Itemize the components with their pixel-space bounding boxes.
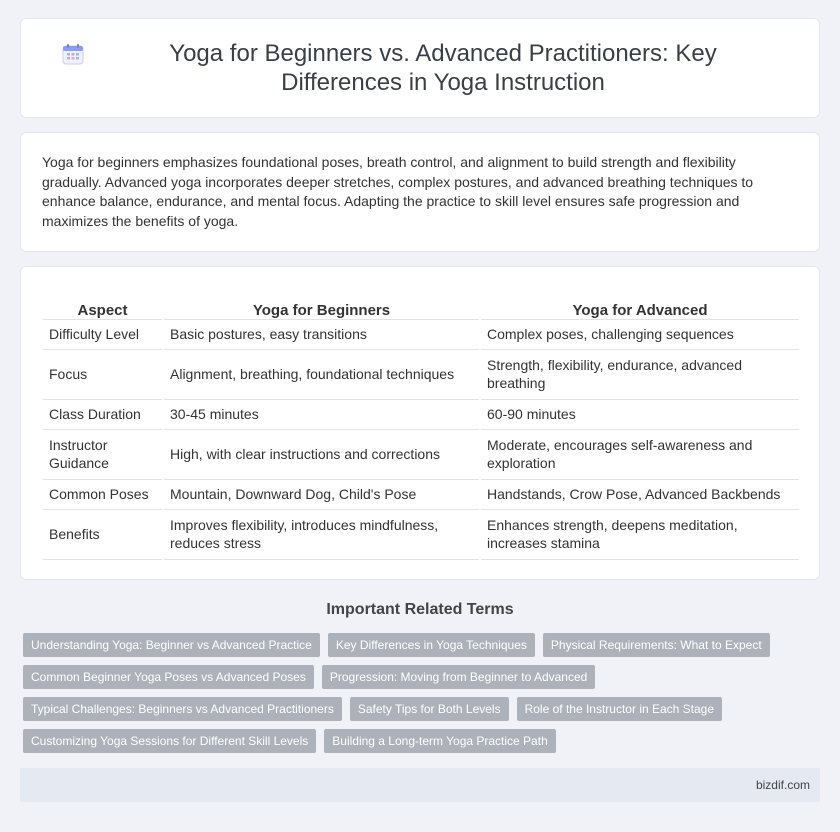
table-row [43, 349, 799, 399]
header-card [20, 18, 820, 118]
column-header-advanced: Yoga for Advanced [480, 295, 799, 319]
table-row [43, 319, 799, 349]
table-cell-beginners: Improves flexibility, introduces mindfulness, reduces stress [163, 509, 480, 559]
header [21, 19, 819, 117]
table-cell-beginners: 30-45 minutes [163, 399, 480, 429]
table-cell-beginners: Basic postures, easy transitions [163, 319, 480, 349]
related-terms-heading: Important Related Terms [326, 601, 514, 618]
related-term-tag[interactable]: Customizing Yoga Sessions for Different Skill Levels [23, 729, 316, 753]
table-cell-aspect: Instructor Guidance [43, 429, 163, 479]
related-terms-list [23, 633, 813, 753]
intro-paragraph: Yoga for beginners emphasizes foundational poses, breath control, and alignment to build strength and flexibility gradually. Advanced yoga incorporates deeper stretches, complex postures, and advanced breathing techniques to enhance balance, endurance, and mental focus. Adapting the practice to skill level ensures safe progression and maximizes the benefits of yoga. [42, 154, 754, 229]
table-cell-advanced: 60-90 minutes [480, 399, 799, 429]
comparison-table-card [20, 266, 820, 580]
related-term-tag[interactable]: Typical Challenges: Beginners vs Advanced Practitioners [23, 697, 342, 721]
related-term-tag[interactable]: Understanding Yoga: Beginner vs Advanced Practice [23, 633, 320, 657]
table-cell-advanced: Moderate, encourages self-awareness and exploration [480, 429, 799, 479]
footer-brand: bizdif.com [755, 778, 810, 792]
table-cell-aspect: Focus [43, 349, 163, 399]
table-cell-aspect: Difficulty Level [43, 319, 163, 349]
table-row [43, 429, 799, 479]
column-header-beginners: Yoga for Beginners [163, 295, 480, 319]
table-cell-advanced: Enhances strength, deepens meditation, increases stamina [480, 509, 799, 559]
table-cell-beginners: Alignment, breathing, foundational techniques [163, 349, 480, 399]
table-cell-advanced: Handstands, Crow Pose, Advanced Backbends [480, 479, 799, 509]
intro-card [20, 132, 820, 252]
page-title: Yoga for Beginners vs. Advanced Practitioners: Key Differences in Yoga Instruction [169, 40, 717, 96]
comparison-table [43, 295, 799, 560]
footer [20, 768, 820, 802]
related-term-tag[interactable]: Role of the Instructor in Each Stage [517, 697, 722, 721]
table-cell-aspect: Benefits [43, 509, 163, 559]
related-term-tag[interactable]: Common Beginner Yoga Poses vs Advanced Poses [23, 665, 314, 689]
table-row [43, 509, 799, 559]
related-term-tag[interactable]: Progression: Moving from Beginner to Advanced [322, 665, 595, 689]
calendar-icon [61, 42, 85, 66]
column-header-aspect: Aspect [43, 295, 163, 319]
related-term-tag[interactable]: Building a Long-term Yoga Practice Path [324, 729, 555, 753]
table-cell-aspect: Common Poses [43, 479, 163, 509]
table-cell-beginners: Mountain, Downward Dog, Child's Pose [163, 479, 480, 509]
table-cell-advanced: Complex poses, challenging sequences [480, 319, 799, 349]
table-cell-aspect: Class Duration [43, 399, 163, 429]
related-term-tag[interactable]: Key Differences in Yoga Techniques [328, 633, 535, 657]
related-term-tag[interactable]: Physical Requirements: What to Expect [543, 633, 770, 657]
table-header-row [43, 295, 799, 319]
related-term-tag[interactable]: Safety Tips for Both Levels [350, 697, 509, 721]
table-cell-beginners: High, with clear instructions and corrections [163, 429, 480, 479]
table-cell-advanced: Strength, flexibility, endurance, advanced breathing [480, 349, 799, 399]
table-row [43, 399, 799, 429]
table-row [43, 479, 799, 509]
